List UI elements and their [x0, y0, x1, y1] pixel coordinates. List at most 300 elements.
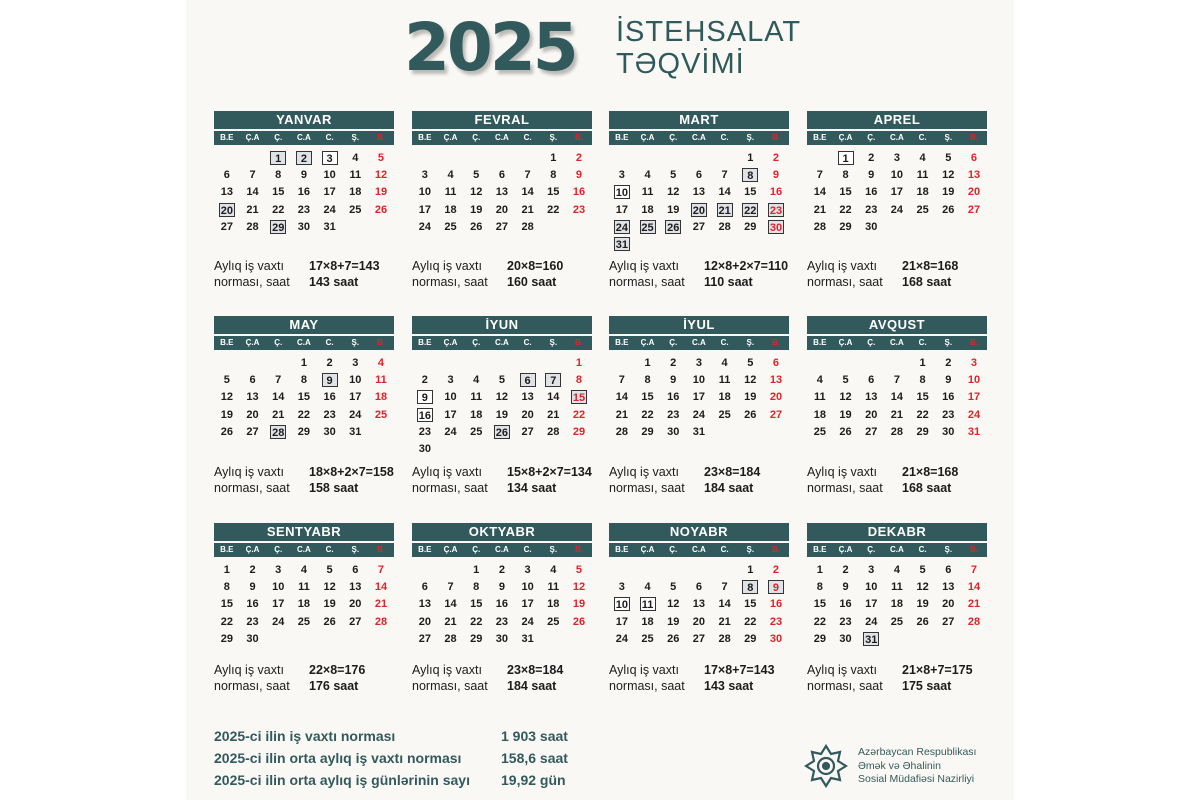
day-number: 13 — [692, 598, 706, 611]
day-cell — [291, 561, 317, 578]
day-number: 11 — [470, 391, 483, 404]
summary-label: 2025-ci ilin orta aylıq iş günlərinin sayı — [214, 772, 470, 788]
norm-label: norması, saat — [609, 275, 685, 289]
ministry-line-2: Əmək və Əhalinin — [858, 759, 941, 772]
day-cell — [763, 578, 789, 595]
empty-day-cell — [412, 561, 438, 578]
day-cell — [240, 406, 266, 423]
day-cell — [737, 578, 763, 595]
empty-day-cell — [489, 149, 515, 166]
weekday-label: C. — [918, 338, 927, 347]
day-number: 5 — [377, 151, 385, 164]
day-number: 15 — [744, 186, 757, 199]
day-cell — [540, 406, 566, 423]
day-number: 14 — [890, 391, 904, 404]
day-cell — [463, 406, 489, 423]
day-cell — [342, 389, 368, 406]
day-number: 13 — [942, 580, 955, 593]
day-cell — [910, 423, 936, 440]
day-cell — [961, 201, 987, 218]
day-cell — [737, 201, 763, 218]
day-cell — [609, 218, 635, 235]
day-cell — [515, 406, 541, 423]
day-number: 14 — [547, 391, 560, 404]
day-number: 27 — [942, 615, 955, 628]
empty-day-cell — [635, 149, 661, 166]
day-cell — [609, 166, 635, 183]
day-number: 30 — [495, 632, 509, 645]
weekday-header — [214, 131, 394, 145]
day-cell — [566, 166, 592, 183]
month-block — [214, 111, 394, 294]
day-cell — [712, 389, 738, 406]
empty-day-cell — [489, 354, 515, 371]
day-cell — [515, 218, 541, 235]
day-cell — [291, 406, 317, 423]
day-cell — [858, 406, 884, 423]
day-cell — [833, 371, 859, 388]
day-number: 8 — [919, 373, 926, 386]
day-number: 9 — [842, 580, 849, 593]
day-grid — [609, 354, 789, 440]
day-cell — [540, 371, 566, 388]
weekday-label: B.E — [418, 545, 432, 554]
norm-formula: 12×8+2×7=110 — [704, 259, 789, 273]
day-cell — [763, 149, 789, 166]
day-number: 7 — [249, 168, 256, 181]
day-number: 4 — [447, 168, 454, 181]
day-number: 15 — [220, 598, 233, 611]
day-cell — [858, 166, 884, 183]
monthly-norm — [412, 662, 592, 694]
day-number: 18 — [297, 598, 311, 611]
day-cell — [240, 613, 266, 630]
day-cell — [291, 149, 317, 166]
day-number: 28 — [890, 425, 904, 438]
day-number: 28 — [547, 425, 560, 438]
monthly-norm — [214, 464, 394, 496]
day-number: 9 — [300, 168, 307, 181]
day-number: 2 — [945, 356, 952, 369]
day-cell — [884, 423, 910, 440]
ministry-emblem-icon — [804, 744, 848, 788]
day-cell — [566, 149, 592, 166]
day-cell — [712, 371, 738, 388]
day-cell — [515, 561, 541, 578]
day-cell — [858, 423, 884, 440]
day-cell — [291, 613, 317, 630]
day-cell — [807, 201, 833, 218]
day-cell — [660, 389, 686, 406]
day-number: 2 — [296, 151, 312, 165]
norm-total: 160 saat — [507, 275, 557, 289]
month-block — [807, 316, 987, 500]
day-number: 8 — [842, 168, 849, 181]
day-cell — [763, 166, 789, 183]
day-cell — [763, 354, 789, 371]
day-number: 3 — [868, 563, 875, 576]
weekday-label: Ç. — [472, 545, 481, 554]
day-number: 17 — [444, 408, 457, 421]
day-number: 14 — [272, 391, 285, 404]
day-grid — [412, 561, 592, 647]
weekday-label: B. — [574, 545, 583, 554]
day-cell — [368, 371, 394, 388]
weekday-label: C. — [720, 338, 729, 347]
day-number: 22 — [297, 408, 311, 421]
day-number: 6 — [945, 563, 952, 576]
day-number: 21 — [967, 598, 981, 611]
day-number: 16 — [667, 391, 680, 404]
day-number: 23 — [418, 425, 431, 438]
day-cell — [515, 371, 541, 388]
day-cell — [935, 201, 961, 218]
day-cell — [291, 218, 317, 235]
day-number: 23 — [246, 615, 259, 628]
weekday-header — [609, 543, 789, 557]
day-number: 22 — [839, 203, 852, 216]
day-number: 1 — [747, 563, 754, 576]
weekday-label: B. — [969, 545, 978, 554]
day-number: 6 — [695, 168, 702, 181]
day-cell — [265, 149, 291, 166]
day-number: 1 — [816, 563, 823, 576]
day-cell — [412, 201, 438, 218]
norm-total: 158 saat — [309, 481, 359, 495]
day-number: 30 — [297, 220, 311, 233]
day-number: 18 — [470, 408, 483, 421]
month-block — [609, 111, 789, 294]
day-number: 21 — [547, 408, 560, 421]
day-cell — [438, 423, 464, 440]
day-number: 30 — [865, 220, 878, 233]
day-cell — [317, 354, 343, 371]
day-number: 11 — [298, 580, 310, 593]
day-number: 16 — [942, 391, 955, 404]
day-number: 19 — [916, 598, 929, 611]
day-number: 24 — [323, 203, 336, 216]
day-cell — [712, 218, 738, 235]
norm-label: norması, saat — [609, 679, 685, 693]
day-number: 3 — [524, 563, 531, 576]
day-number: 26 — [572, 615, 586, 628]
day-number: 24 — [272, 615, 285, 628]
day-cell — [540, 561, 566, 578]
weekday-label: B.E — [220, 338, 234, 347]
day-cell — [858, 630, 884, 647]
day-cell — [438, 406, 464, 423]
day-number: 17 — [692, 391, 706, 404]
weekday-label: Ç.A — [838, 133, 853, 142]
day-cell — [961, 166, 987, 183]
day-cell — [609, 201, 635, 218]
day-number: 25 — [547, 615, 560, 628]
day-number: 20 — [692, 615, 706, 628]
day-number: 7 — [721, 168, 728, 181]
day-number: 23 — [495, 615, 509, 628]
day-cell — [438, 578, 464, 595]
day-number: 22 — [547, 203, 560, 216]
day-number: 15 — [839, 186, 852, 199]
day-number: 29 — [572, 425, 586, 438]
weekday-label: Ç.A — [838, 338, 853, 347]
day-number: 20 — [246, 408, 259, 421]
day-cell — [463, 201, 489, 218]
day-cell — [214, 423, 240, 440]
day-cell — [660, 166, 686, 183]
day-cell — [463, 166, 489, 183]
norm-total: 134 saat — [507, 481, 557, 495]
day-number: 8 — [300, 373, 307, 386]
day-cell — [214, 389, 240, 406]
weekday-label: C.A — [495, 338, 509, 347]
day-number: 14 — [374, 580, 388, 593]
day-cell — [317, 201, 343, 218]
day-cell — [833, 613, 859, 630]
day-number: 5 — [498, 373, 505, 386]
norm-label: norması, saat — [214, 679, 290, 693]
day-number: 5 — [326, 563, 333, 576]
day-number: 12 — [744, 373, 757, 386]
day-cell — [807, 166, 833, 183]
day-number: 11 — [916, 168, 929, 181]
day-number: 19 — [374, 186, 388, 199]
day-number: 23 — [323, 408, 336, 421]
day-number: 13 — [692, 186, 706, 199]
empty-day-cell — [265, 354, 291, 371]
day-cell — [368, 561, 394, 578]
day-cell — [214, 406, 240, 423]
day-cell — [686, 354, 712, 371]
day-number: 26 — [667, 632, 680, 645]
day-number: 12 — [470, 186, 483, 199]
day-cell — [884, 371, 910, 388]
weekday-label: B. — [574, 133, 583, 142]
day-cell — [515, 578, 541, 595]
day-cell — [609, 596, 635, 613]
day-number: 9 — [322, 373, 338, 387]
norm-label: Aylıq iş vaxtı — [214, 259, 284, 273]
weekday-label: Ç. — [274, 338, 283, 347]
day-number: 20 — [349, 598, 362, 611]
month-name: YANVAR — [214, 111, 394, 129]
day-number: 19 — [572, 598, 586, 611]
day-cell — [660, 423, 686, 440]
day-cell — [763, 218, 789, 235]
day-cell — [342, 354, 368, 371]
day-cell — [515, 184, 541, 201]
day-number: 11 — [640, 597, 656, 611]
day-cell — [833, 149, 859, 166]
month-block — [807, 111, 987, 294]
day-cell — [763, 201, 789, 218]
day-number: 14 — [444, 598, 457, 611]
day-cell — [214, 596, 240, 613]
day-cell — [515, 389, 541, 406]
day-number: 31 — [865, 633, 878, 646]
day-cell — [737, 389, 763, 406]
day-number: 25 — [890, 615, 904, 628]
day-number: 17 — [418, 203, 431, 216]
day-number: 4 — [300, 563, 307, 576]
norm-label: Aylıq iş vaxtı — [807, 259, 877, 273]
day-number: 4 — [377, 356, 385, 369]
day-cell — [412, 406, 438, 423]
weekday-label: B. — [574, 338, 583, 347]
ministry-block — [804, 742, 1004, 792]
day-cell — [214, 578, 240, 595]
day-cell — [515, 596, 541, 613]
day-cell — [660, 218, 686, 235]
day-number: 16 — [495, 598, 509, 611]
day-cell — [342, 578, 368, 595]
day-number: 7 — [721, 580, 728, 593]
day-number: 5 — [223, 373, 230, 386]
day-cell — [265, 423, 291, 440]
day-number: 24 — [521, 615, 534, 628]
day-cell — [368, 201, 394, 218]
day-number: 8 — [575, 373, 583, 386]
day-number: 19 — [744, 391, 757, 404]
day-number: 28 — [272, 426, 285, 439]
day-cell — [910, 389, 936, 406]
day-number: 1 — [270, 151, 286, 165]
day-number: 7 — [275, 373, 282, 386]
day-number: 27 — [246, 425, 259, 438]
empty-day-cell — [240, 149, 266, 166]
weekday-label: B.E — [813, 545, 827, 554]
month-block — [412, 111, 592, 294]
day-cell — [737, 218, 763, 235]
month-block — [412, 316, 592, 500]
day-number: 20 — [865, 408, 878, 421]
day-grid — [807, 354, 987, 440]
day-number: 5 — [747, 356, 754, 369]
month-block — [412, 523, 592, 698]
day-number: 22 — [744, 615, 757, 628]
weekday-header — [214, 336, 394, 350]
monthly-norm — [214, 662, 394, 694]
day-number: 28 — [374, 615, 388, 628]
day-number: 15 — [916, 391, 929, 404]
norm-label: Aylıq iş vaxtı — [412, 663, 482, 677]
day-cell — [342, 596, 368, 613]
day-cell — [412, 389, 438, 406]
day-number: 3 — [618, 168, 625, 181]
day-number: 20 — [495, 203, 509, 216]
day-number: 23 — [942, 408, 955, 421]
day-number: 28 — [718, 632, 731, 645]
weekday-label: Ç. — [867, 133, 876, 142]
monthly-norm — [412, 258, 592, 290]
day-cell — [342, 371, 368, 388]
day-cell — [609, 423, 635, 440]
day-cell — [660, 371, 686, 388]
day-cell — [412, 423, 438, 440]
day-cell — [858, 596, 884, 613]
day-cell — [317, 423, 343, 440]
day-cell — [660, 578, 686, 595]
day-cell — [240, 166, 266, 183]
day-cell — [884, 561, 910, 578]
month-name: APREL — [807, 111, 987, 129]
day-cell — [884, 613, 910, 630]
day-cell — [807, 371, 833, 388]
day-number: 21 — [374, 598, 388, 611]
weekday-label: Ç. — [472, 338, 481, 347]
day-number: 12 — [572, 580, 586, 593]
day-number: 11 — [891, 580, 903, 593]
day-number: 5 — [473, 168, 480, 181]
day-number: 30 — [769, 632, 783, 645]
day-cell — [910, 166, 936, 183]
day-cell — [763, 630, 789, 647]
day-number: 9 — [768, 580, 784, 594]
day-cell — [609, 613, 635, 630]
day-number: 3 — [447, 373, 454, 386]
day-number: 16 — [769, 186, 783, 199]
day-number: 15 — [744, 598, 757, 611]
weekday-label: C.A — [890, 338, 904, 347]
day-cell — [368, 406, 394, 423]
day-cell — [737, 561, 763, 578]
day-cell — [291, 578, 317, 595]
weekday-label: Ş. — [746, 338, 755, 347]
day-cell — [291, 201, 317, 218]
day-cell — [737, 166, 763, 183]
norm-label: Aylıq iş vaxtı — [807, 465, 877, 479]
day-number: 12 — [667, 186, 680, 199]
day-number: 9 — [670, 373, 677, 386]
norm-label: norması, saat — [214, 481, 290, 495]
weekday-label: C. — [523, 133, 532, 142]
day-cell — [686, 613, 712, 630]
day-cell — [910, 578, 936, 595]
month-block — [807, 523, 987, 698]
day-number: 19 — [220, 408, 233, 421]
day-cell — [660, 596, 686, 613]
day-number: 21 — [813, 203, 826, 216]
day-cell — [317, 149, 343, 166]
monthly-norm — [807, 662, 987, 694]
day-number: 2 — [772, 563, 780, 576]
norm-total: 143 saat — [309, 275, 359, 289]
day-cell — [489, 561, 515, 578]
day-cell — [884, 596, 910, 613]
day-number: 29 — [744, 220, 757, 233]
norm-formula: 17×8+7=143 — [309, 259, 380, 273]
day-number: 15 — [297, 391, 311, 404]
day-number: 12 — [942, 168, 955, 181]
weekday-label: Ç. — [274, 133, 283, 142]
day-cell — [342, 613, 368, 630]
day-number: 24 — [349, 408, 362, 421]
day-cell — [540, 166, 566, 183]
weekday-label: Ş. — [351, 133, 360, 142]
day-cell — [833, 561, 859, 578]
day-number: 14 — [967, 580, 981, 593]
monthly-norm — [609, 258, 789, 290]
day-cell — [291, 184, 317, 201]
day-number: 1 — [838, 151, 854, 165]
day-number: 21 — [718, 204, 731, 217]
day-number: 28 — [718, 220, 731, 233]
weekday-label: Ç.A — [443, 545, 458, 554]
weekday-label: C.A — [890, 133, 904, 142]
day-number: 11 — [718, 373, 731, 386]
day-cell — [265, 389, 291, 406]
month-name: NOYABR — [609, 523, 789, 541]
